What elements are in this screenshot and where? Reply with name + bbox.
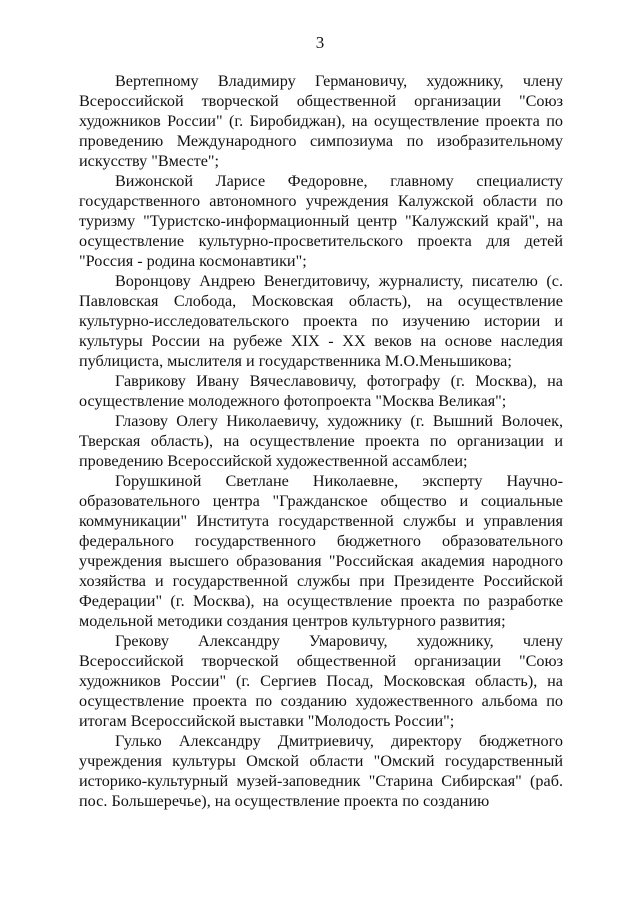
paragraph-vertepnoy: Вертепному Владимиру Германовичу, художнику, члену Всероссийской творческой общественной организации "Союз художников России" (г. Биробиджан), на осуществление проекта по проведению Международного симпозиума по изобразительному искусству "Вместе"; [79, 72, 563, 170]
paragraph-gorushkina: Горушкиной Светлане Николаевне, эксперту Научно-образовательного центра "Гражданское общество и социальные коммуникации" Института государственной службы и управления федерального государственного бюджетного образовательного учреждения высшего образования "Российская академия народного хозяйства и государственной службы при Президенте Российской Федерации" (г. Москва), на осуществление проекта по разработке модельной методики создания центров культурного развития; [79, 472, 563, 630]
paragraph-gavrikov: Гаврикову Ивану Вячеславовичу, фотографу (г. Москва), на осуществление молодежного фотопроекта "Москва Великая"; [79, 372, 563, 410]
page-number: 3 [315, 33, 325, 52]
paragraph-vizhonskaya: Вижонской Ларисе Федоровне, главному специалисту государственного автономного учреждения Калужской области по туризму "Туристско-информационный центр "Калужский край", на осуществление культурно-просветительского проекта для детей "Россия - родина космонавтики"; [79, 172, 563, 270]
document-body [79, 71, 563, 811]
paragraph-grekov: Грекову Александру Умаровичу, художнику, члену Всероссийской творческой общественной организации "Союз художников России" (г. Сергиев Посад, Московская область), на осуществление проекта по созданию художественного альбома по итогам Всероссийской выставки "Молодость России"; [79, 632, 563, 730]
paragraph-gulko: Гулько Александру Дмитриевичу, директору бюджетного учреждения культуры Омской области "Омский государственный историко-культурный музей-заповедник "Старина Сибирская" (раб. пос. Большеречье), на осуществление проекта по созданию [79, 732, 563, 810]
paragraph-glazov: Глазову Олегу Николаевичу, художнику (г. Вышний Волочек, Тверская область), на осуществление проекта по организации и проведению Всероссийской художественной ассамблеи; [79, 412, 563, 470]
paragraph-vorontsov: Воронцову Андрею Венегдитовичу, журналисту, писателю (с. Павловская Слобода, Московская область), на осуществление культурно-исследовательского проекта по изучению истории и культуры России на рубеже XIX - XX веков на основе наследия публициста, мыслителя и государственника М.О.Меньшикова; [79, 272, 563, 370]
